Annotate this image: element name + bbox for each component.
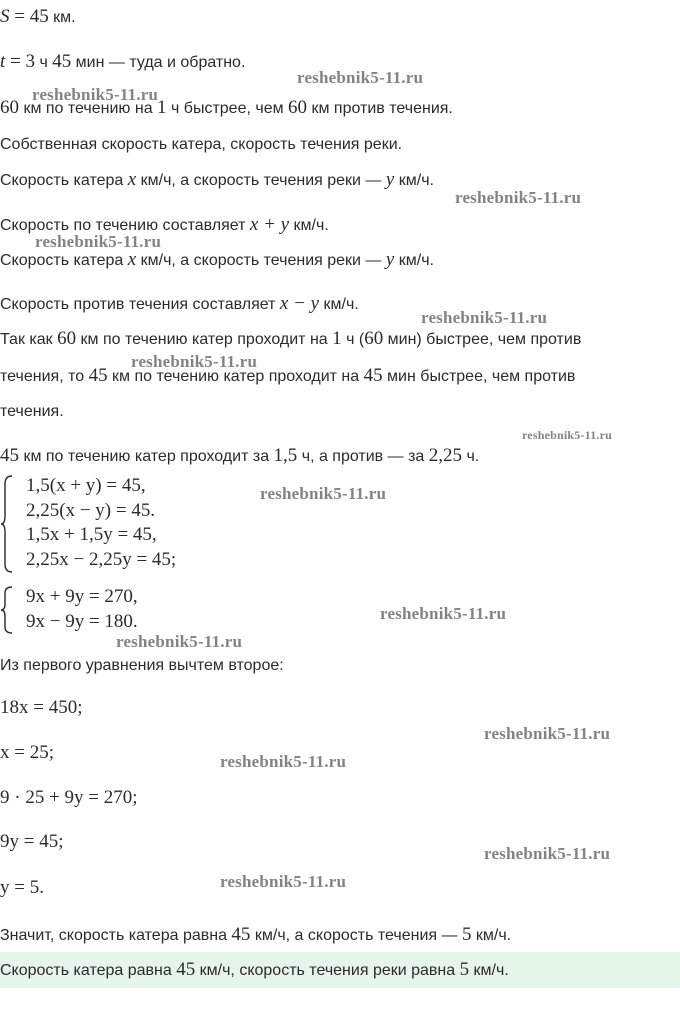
math-num: 60 xyxy=(57,328,77,349)
text: км против течения. xyxy=(307,100,453,117)
equation-system-2 xyxy=(0,585,200,635)
text: км/ч, а скорость течения реки — xyxy=(136,252,386,269)
math-num: 1 xyxy=(157,97,167,118)
line-reason-2 xyxy=(0,365,575,388)
math-s: S xyxy=(0,6,10,27)
brace-icon xyxy=(0,474,14,574)
text: Скорость катера равна xyxy=(0,962,177,979)
equation-system-1 xyxy=(0,474,260,574)
text: км по течению катер проходит на xyxy=(76,331,333,348)
watermark: reshebnik5-11.ru xyxy=(297,68,424,87)
watermark: reshebnik5-11.ru xyxy=(484,844,611,863)
text: ч xyxy=(35,54,53,71)
watermark: reshebnik5-11.ru xyxy=(260,484,387,503)
text: Скорость против течения составляет xyxy=(0,296,280,313)
watermark: reshebnik5-11.ru xyxy=(35,232,162,251)
math-x: x xyxy=(127,169,137,190)
brace-icon xyxy=(0,585,14,635)
watermark: reshebnik5-11.ru xyxy=(484,724,611,743)
math-num: 5 xyxy=(459,959,470,980)
answer-text xyxy=(0,959,509,982)
equation: 9x − 9y = 180. xyxy=(26,611,138,632)
math-num: 60 xyxy=(288,97,308,118)
equation: 9x + 9y = 270, xyxy=(26,586,138,607)
text: Так как xyxy=(0,331,58,348)
answer-box xyxy=(0,952,680,988)
math-num: 45 xyxy=(0,445,19,466)
watermark: reshebnik5-11.ru xyxy=(131,352,258,371)
text: км/ч. xyxy=(319,296,359,313)
text: км по течению катер проходит за xyxy=(19,448,274,465)
text: ч ( xyxy=(341,331,365,348)
text: км по течению на xyxy=(19,100,158,117)
text: Скорость по течению составляет xyxy=(0,217,250,234)
text: ч, а против — за xyxy=(297,448,429,465)
text: мин) быстрее, чем против xyxy=(383,331,582,348)
math-num: 2,25 xyxy=(428,445,462,466)
watermark: reshebnik5-11.ru xyxy=(220,872,347,891)
line-conclusion xyxy=(0,924,511,947)
text: км/ч, скорость течения реки равна xyxy=(195,962,460,979)
math-line: 18x = 450; xyxy=(0,697,83,718)
math-num: 45 xyxy=(52,51,72,72)
text: км/ч, а скорость течения реки — xyxy=(136,172,386,189)
text: ч. xyxy=(462,448,480,465)
equation: 1,5x + 1,5y = 45, xyxy=(26,524,157,545)
line-reason-1 xyxy=(0,328,581,351)
watermark: reshebnik5-11.ru xyxy=(421,308,548,327)
line-distance xyxy=(0,6,76,29)
math-line: 9 · 25 + 9y = 270; xyxy=(0,787,138,808)
line-times xyxy=(0,445,479,468)
line-let-repeat xyxy=(0,249,434,272)
math-eq: = 3 xyxy=(5,51,35,72)
math-num: 60 xyxy=(364,328,384,349)
line-time xyxy=(0,51,245,74)
text: км/ч. xyxy=(394,172,434,189)
text: течения, то xyxy=(0,368,89,385)
line-subtract: Из первого уравнения вычтем второе: xyxy=(0,657,284,674)
text: ч быстрее, чем xyxy=(166,100,289,117)
math-num: 5 xyxy=(461,924,472,945)
line-let xyxy=(0,169,434,192)
watermark: reshebnik5-11.ru xyxy=(220,752,347,771)
text: Скорость катера xyxy=(0,252,128,269)
line-reason-3: течения. xyxy=(0,403,64,420)
math-num: 45 xyxy=(231,924,251,945)
watermark: reshebnik5-11.ru xyxy=(522,428,612,442)
math-eq: = 45 xyxy=(9,6,49,27)
text: км/ч, а скорость течения — xyxy=(250,927,462,944)
watermark: reshebnik5-11.ru xyxy=(32,85,159,104)
text: км/ч. xyxy=(471,927,512,944)
text: мин — туда и обратно. xyxy=(71,54,246,71)
text: Скорость катера xyxy=(0,172,128,189)
math-y: y xyxy=(385,169,395,190)
math-y: y xyxy=(385,249,395,270)
math-num: 60 xyxy=(0,97,19,118)
text: км по течению катер проходит на xyxy=(107,368,364,385)
watermark: reshebnik5-11.ru xyxy=(116,632,243,651)
line-upstream xyxy=(0,293,359,316)
text: мин быстрее, чем против xyxy=(382,368,576,385)
math-line: 9y = 45; xyxy=(0,831,64,852)
math-expr: x − y xyxy=(279,293,320,314)
text: км/ч. xyxy=(394,252,434,269)
math-num: 45 xyxy=(88,365,108,386)
math-t: t xyxy=(0,51,6,72)
math-num: 1,5 xyxy=(273,445,298,466)
math-expr: x + y xyxy=(249,214,290,235)
text: Значит, скорость катера равна xyxy=(0,927,232,944)
math-x: x xyxy=(127,249,137,270)
text: км/ч. xyxy=(469,962,509,979)
watermark: reshebnik5-11.ru xyxy=(380,604,507,623)
watermark: reshebnik5-11.ru xyxy=(455,188,582,207)
math-num: 45 xyxy=(176,959,196,980)
equation: 2,25(x − y) = 45. xyxy=(26,500,156,521)
equation: 2,25x − 2,25y = 45; xyxy=(26,549,177,570)
math-line: x = 25; xyxy=(0,742,54,763)
text: км. xyxy=(48,9,76,26)
equation: 1,5(x + y) = 45, xyxy=(26,475,146,496)
math-num: 45 xyxy=(363,365,383,386)
text: км/ч. xyxy=(289,217,329,234)
math-line: y = 5. xyxy=(0,877,44,898)
line-question: Собственная скорость катера, скорость течения реки. xyxy=(0,136,403,153)
math-num: 1 xyxy=(332,328,342,349)
